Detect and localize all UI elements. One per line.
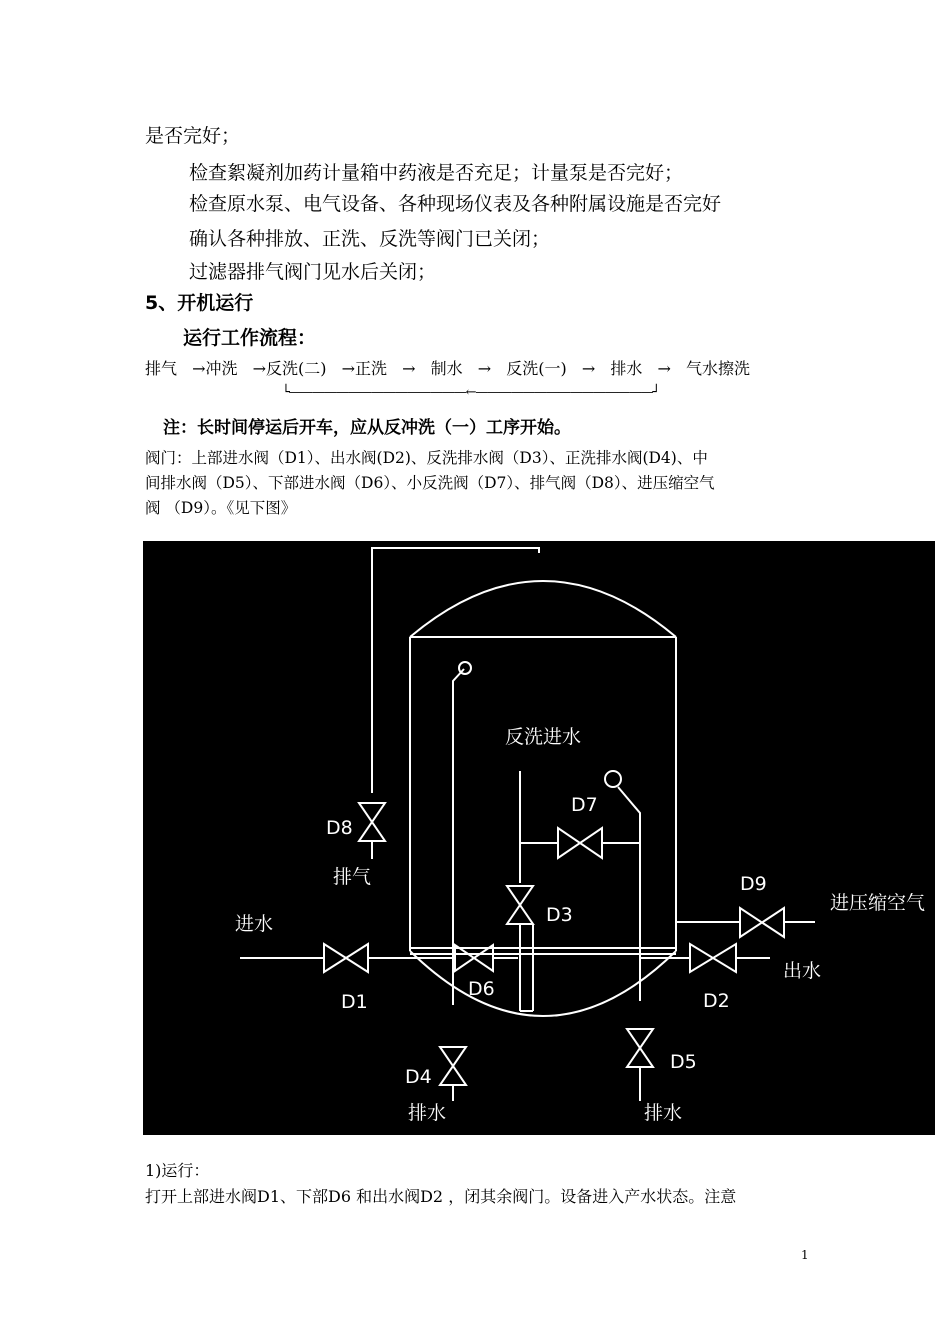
flow-arrow: → [657, 359, 671, 378]
label-d7: D7 [571, 794, 598, 816]
label-d3: D3 [546, 904, 573, 926]
valve-d1 [324, 944, 368, 972]
valve-d3 [507, 886, 533, 924]
valve-d4 [440, 1047, 466, 1085]
label-drain-left: 排水 [408, 1102, 447, 1124]
text-line-2: 检查絮凝剂加药计量箱中药液是否充足；计量泵是否完好； [189, 162, 684, 184]
valve-d7 [558, 828, 602, 858]
label-d2: D2 [703, 990, 730, 1012]
flow-step: 气水擦洗 [685, 359, 750, 378]
d7-cap [605, 771, 621, 787]
flow-arrow: → [477, 359, 492, 378]
page-number: 1 [801, 1248, 809, 1262]
filter-piping-diagram [143, 541, 935, 1135]
flow-arrow: → [252, 359, 267, 378]
flow-arrow: → [192, 359, 206, 378]
vent-pipe [372, 548, 539, 793]
vessel-top-head [410, 581, 676, 637]
valve-d2 [690, 944, 736, 972]
valve-d5 [627, 1029, 653, 1067]
label-d9: D9 [740, 873, 767, 895]
text-line-4: 确认各种排放、正洗、反洗等阀门已关闭； [189, 228, 551, 250]
flow-return-line: └———————————————←———————————————┘ [282, 385, 659, 400]
label-compressed-air: 进压缩空气 [830, 892, 926, 914]
valve-d8 [359, 803, 385, 841]
flow-step: 制水 [430, 359, 463, 378]
flow-arrow: → [581, 359, 596, 378]
label-d1: D1 [341, 991, 368, 1013]
valves-line-1: 阀门：上部进水阀（D1）、出水阀(D2)、反洗排水阀（D3）、正洗排水阀(D4)、中 [145, 449, 708, 467]
label-d6: D6 [468, 978, 495, 1000]
section-heading: 5、开机运行 [145, 292, 254, 314]
inner-tube-cap [459, 662, 471, 674]
flow-step: 反洗(二) [266, 359, 327, 378]
d7-riser [618, 787, 640, 1001]
label-d4: D4 [405, 1066, 432, 1088]
subheading: 运行工作流程： [183, 327, 317, 349]
flow-step: 排气 [145, 359, 178, 378]
flow-step: 正洗 [355, 359, 388, 378]
process-flow [145, 358, 750, 380]
label-d8: D8 [326, 817, 353, 839]
diagram-svg [143, 541, 935, 1135]
text-line-5: 过滤器排气阀门见水后关闭； [189, 261, 437, 283]
flow-arrow: → [402, 359, 416, 378]
label-d5: D5 [670, 1051, 697, 1073]
flow-step: 排水 [610, 359, 643, 378]
valve-d9 [740, 908, 784, 937]
run-title: 1)运行： [145, 1161, 210, 1180]
label-backwash-in: 反洗进水 [505, 726, 582, 748]
label-drain-right: 排水 [644, 1102, 683, 1124]
label-vent: 排气 [333, 866, 372, 888]
flow-step: 反洗(一) [506, 359, 567, 378]
label-water-out: 出水 [783, 960, 822, 982]
vessel-bottom-head [410, 951, 676, 1016]
text-line-3: 检查原水泵、电气设备、各种现场仪表及各种附属设施是否完好 [189, 193, 722, 215]
flow-step: 冲洗 [205, 359, 238, 378]
flow-arrow: → [341, 359, 356, 378]
valves-line-2: 间排水阀（D5）、下部进水阀（D6）、小反洗阀（D7）、排气阀（D8）、进压缩空气 [145, 474, 715, 492]
valves-line-3: 阀 （D9）。《见下图》 [145, 499, 297, 517]
run-text: 打开上部进水阀D1、下部D6 和出水阀D2 ，闭其余阀门。设备进入产水状态。注意 [145, 1187, 737, 1206]
note: 注：长时间停运后开车，应从反冲洗（一）工序开始。 [163, 418, 571, 438]
label-water-in: 进水 [235, 913, 274, 935]
text-line-1: 是否完好； [145, 125, 241, 147]
